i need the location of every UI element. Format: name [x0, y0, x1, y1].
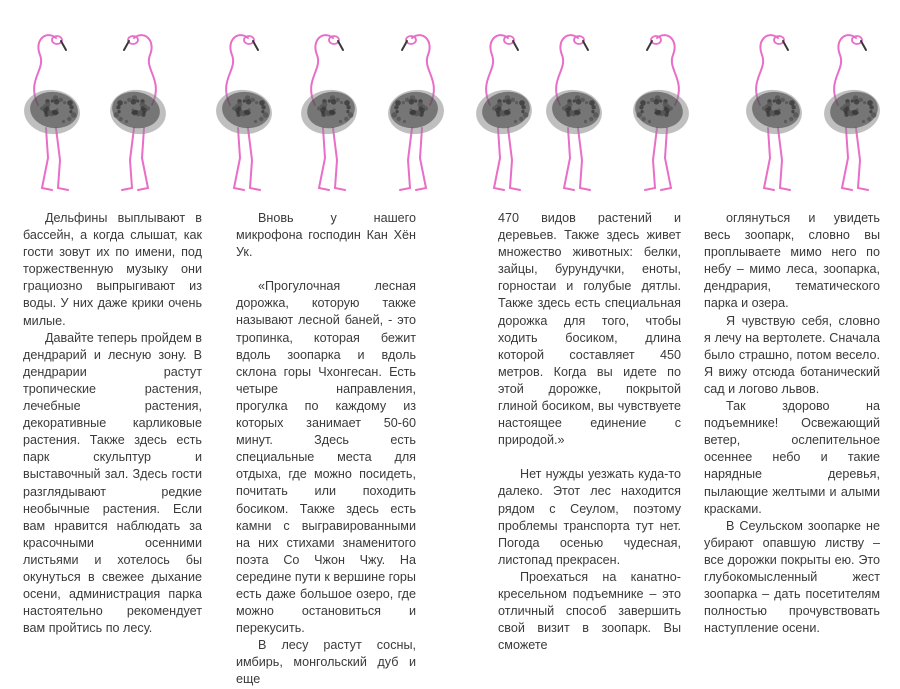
paragraph: «Прогулочная лесная дорожка, которую также называют лесной баней, - это тропинка, которая бежит вдоль зоопарка и вдоль склона горы Чхонгесан. Есть четыре направления, прогулка по каждому из которых занимает 50-60 минут. Здесь есть специальные места для отдыха, где можно посидеть, почитать или походить босиком. Также здесь есть камни с выгравированными на них стихами знаменитого поэта Со Чжон Чжу. На середине пути к вершине горы есть даже большое озеро, где можно остановиться и перекусить. — [236, 279, 416, 636]
flamingo-figure — [298, 35, 360, 190]
flamingo-figure — [473, 35, 535, 190]
flamingo-figure — [386, 35, 446, 190]
flamingo-figure — [214, 35, 274, 190]
paragraph: Я чувствую себя, словно я лечу на вертолете. Сначала было страшно, потом весело. Я вижу отсюда ботанический сад и логово львов. — [704, 313, 880, 396]
paragraph: Проехаться на канатно-кресельном подъемнике – это отличный способ завершить свой визит в зоопарк. Вы сможете — [498, 569, 681, 653]
paragraph: Так здорово на подъемнике! Освежающий ветер, ослепительное осеннее небо и такие нарядные деревья, пылающие желтыми и алыми красками. — [704, 399, 880, 516]
paragraph: Вновь у нашего микрофона господин Кан Хён Ук. — [236, 211, 416, 260]
paragraph: 470 видов растений и деревьев. Также здесь живет множество животных: белки, зайцы, бурундучки, еноты, горностаи и голубые дятлы. Также здесь есть специальная дорожка для того, чтобы ходить босиком, длина которой составляет 450 метров. Когда вы идете по этой дорожке, покрытой глиной босиком, вы чувствуете настоящее единение с природой.» — [498, 211, 681, 448]
flamingo-figure — [821, 35, 883, 190]
text-column-3 — [498, 210, 681, 654]
paragraph: Давайте теперь пройдем в дендрарий и лесную зону. В дендрарии растут тропические растения, лечебные растения, декоративные карликовые растения. Также здесь есть парк скульптур и выставочный зал. Здесь гости разглядывают редкие необычные растения. Если вам нравится наблюдать за красочными осенними листьями и хотелось бы окунуться в свежее дыхание осени, администрация парка настоятельно рекомендует вам пройтись по лесу. — [23, 330, 202, 636]
paragraph: В Сеульском зоопарке не убирают опавшую листву – все дорожки покрыты ею. Это глубокомысленный жест зоопарка – дать посетителям полностью прочувствовать наступление осени. — [704, 518, 880, 636]
text-column-1 — [23, 210, 202, 637]
flamingo-figure — [544, 35, 604, 190]
paragraph: В лесу растут сосны, имбирь, монгольский дуб и еще — [236, 638, 416, 687]
text-column-2 — [236, 210, 416, 689]
flamingo-figure — [22, 35, 82, 190]
flamingo-figure — [107, 35, 169, 190]
paragraph: Дельфины выплывают в бассейн, а когда слышат, как гости зовут их по имени, под торжественную музыку они грациозно выпрыгивают из воды. У них даже крики очень милые. — [23, 211, 202, 328]
flamingo-illustration — [0, 0, 900, 205]
text-column-4 — [704, 210, 880, 637]
flamingo-figure — [744, 35, 804, 190]
flamingo-figure — [630, 35, 692, 190]
paragraph: Нет нужды уезжать куда-то далеко. Этот лес находится рядом с Сеулом, поэтому проблемы транспорта тут нет. Погода осенью чудесная, листопад прекрасен. — [498, 467, 681, 567]
paragraph: оглянуться и увидеть весь зоопарк, словно вы проплываете мимо него по небу – мимо леса, зоопарка, дендрария, тематического парка и озера. — [704, 211, 880, 311]
